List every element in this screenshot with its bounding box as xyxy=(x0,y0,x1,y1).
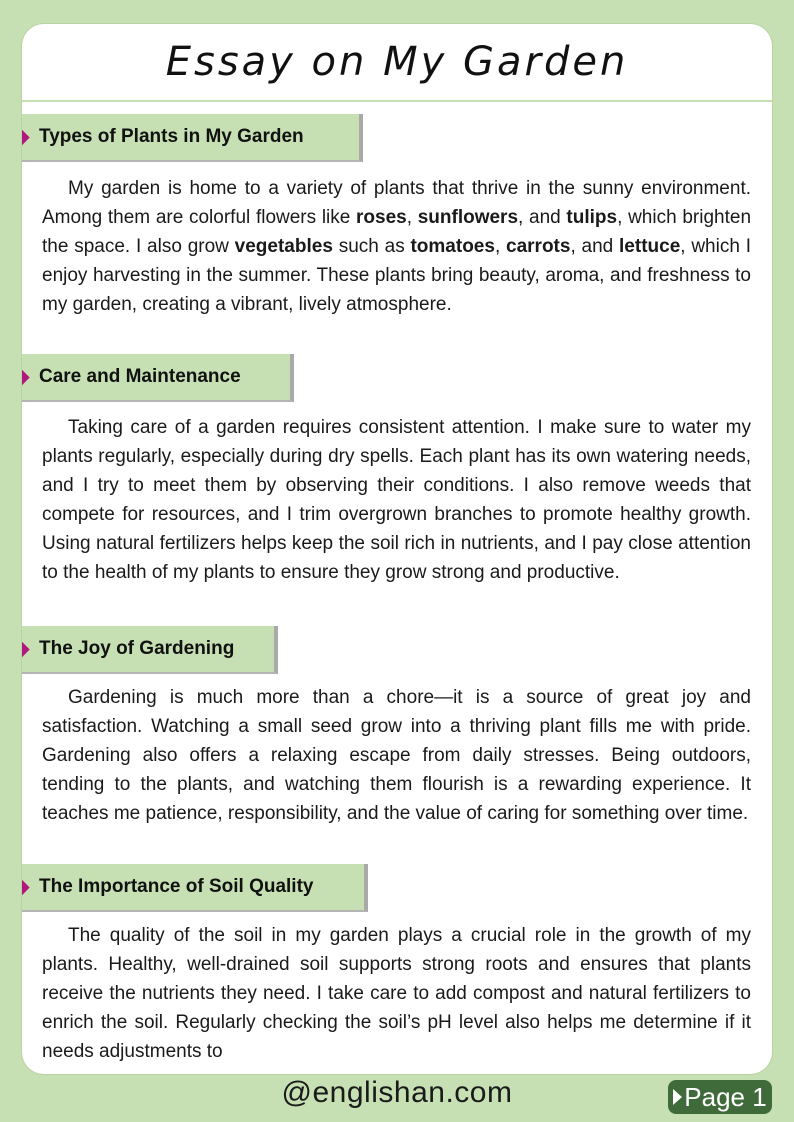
paragraph-text: Taking care of a garden requires consistent attention. I make sure to water my plants regularly, especially during dry spells. Each plant has its own watering needs, and I try to meet them by observing their conditions. I also remove weeds that compete for resources, and I trim overgrown branches to promote healthy growth. Using natural fertilizers helps keep the soil rich in nutrients, and I pay close attention to the health of my plants to ensure they grow strong and productive. xyxy=(42,417,751,583)
bold-keyword: roses xyxy=(356,207,407,228)
section-heading-text: Care and Maintenance xyxy=(39,366,241,387)
page-number-label: Page 1 xyxy=(684,1081,767,1112)
paragraph-text: , and xyxy=(570,236,620,257)
diamond-bullet-icon xyxy=(22,878,30,896)
page-title: Essay on My Garden xyxy=(165,39,629,85)
section-heading-care xyxy=(22,354,294,402)
arrow-right-icon xyxy=(673,1089,682,1105)
section-paragraph xyxy=(42,174,751,319)
diamond-bullet-icon xyxy=(22,640,30,658)
section-heading-text: The Joy of Gardening xyxy=(39,638,235,659)
section-paragraph xyxy=(42,413,751,587)
section-heading-plants xyxy=(22,114,363,162)
section-heading-text: The Importance of Soil Quality xyxy=(39,876,314,897)
paragraph-text: , xyxy=(406,207,418,228)
bold-keyword: tulips xyxy=(566,207,618,228)
section-paragraph xyxy=(42,921,751,1066)
diamond-bullet-icon xyxy=(22,128,30,146)
diamond-bullet-icon xyxy=(22,368,30,386)
bold-keyword: vegetables xyxy=(234,236,333,257)
bold-keyword: tomatoes xyxy=(410,236,495,257)
website-credit: @englishan.com xyxy=(281,1076,513,1109)
paragraph-text: The quality of the soil in my garden plays a crucial role in the growth of my plants. Healthy, well-drained soil supports strong roots and ensures that plants receive the nutrients they need. I take care to add compost and natural fertilizers to enrich the soil. Regularly checking the soil’s pH level also helps me determine if it needs adjustments to xyxy=(42,925,751,1062)
paragraph-text: , xyxy=(494,236,507,257)
paragraph-text: , and xyxy=(518,207,567,228)
bold-keyword: sunflowers xyxy=(417,207,519,228)
section-heading-joy xyxy=(22,626,278,674)
bold-keyword: carrots xyxy=(506,236,571,257)
section-heading-text: Types of Plants in My Garden xyxy=(39,126,304,147)
paragraph-text: Gardening is much more than a chore—it is a source of great joy and satisfaction. Watching a small seed grow into a thriving plant fills me with pride. Gardening also offers a relaxing escape from daily stresses. Being outdoors, tending to the plants, and watching them flourish is a rewarding experience. It teaches me patience, responsibility, and the value of caring for something over time. xyxy=(42,687,751,824)
title-bar xyxy=(22,24,772,102)
page-number-badge xyxy=(668,1080,772,1114)
paragraph-text: , which brighten the space. I also grow xyxy=(42,207,752,257)
paragraph-text: My garden is home to a variety of plants that thrive in the sunny environment. Among them are colorful flowers like xyxy=(42,178,751,228)
essay-card xyxy=(22,24,772,1074)
bold-keyword: lettuce xyxy=(619,236,681,257)
paragraph-text: such as xyxy=(332,236,411,257)
paragraph-text: , which I enjoy harvesting in the summer. These plants bring beauty, aroma, and freshness to my garden, creating a vibrant, lively atmosphere. xyxy=(42,236,751,315)
section-paragraph xyxy=(42,683,751,828)
section-heading-soil xyxy=(22,864,368,912)
